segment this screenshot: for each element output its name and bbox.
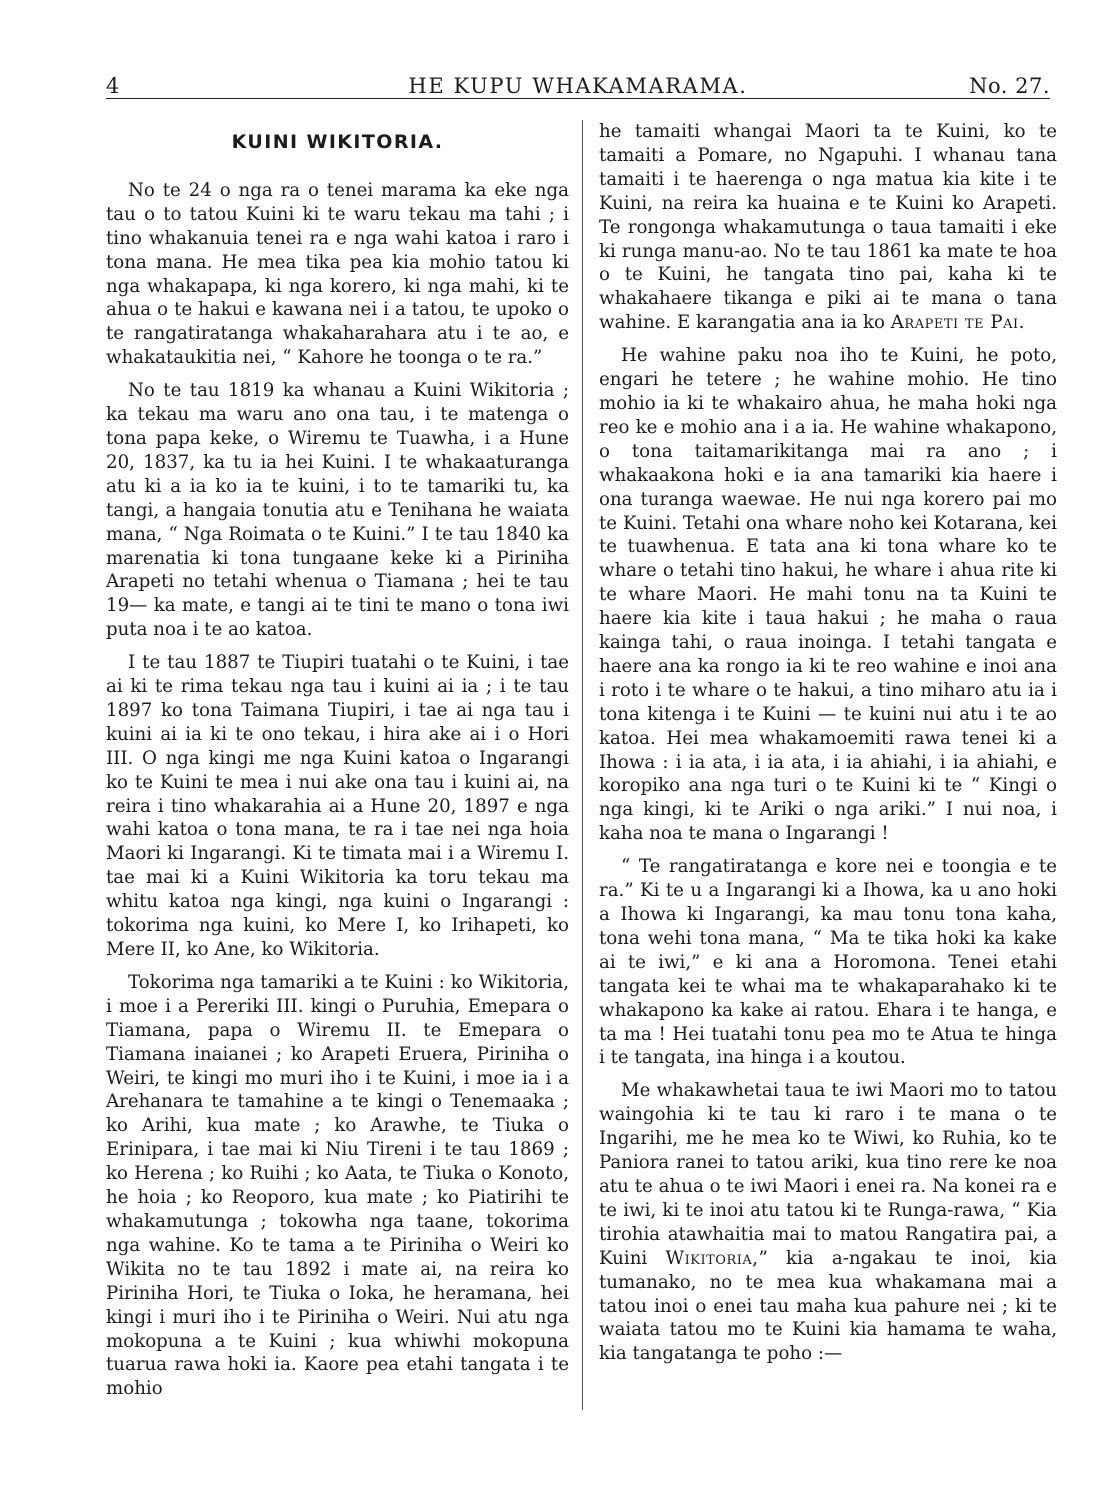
paragraph-continued	[599, 120, 1057, 335]
left-column	[106, 120, 569, 1410]
paragraph: He wahine paku noa iho te Kuini, he poto, engari he tetere ; he wahine mohio. He tino mohio ia ki te whakairo ahua, he maha hoki nga reo ke e mohio ana i a ia. He wahine whakapono, o tona taitamarikitanga mai ra ano ; i whakaakona hoki e ia ana tamariki kia haere i ona turanga waewae. He nui nga korero pai mo te Kuini. Tetahi ona whare noho kei Kotarana, kei te tuawhenua. E tata ana ki tona whare ko te whare o tetahi tino hakui, he whare i ahua rite ki te whare Maori. He mahi tonu na ta Kuini te haere kia kite i taua hakui ; he maha o raua kainga tahi, o raua inoinga. I tetahi tangata e haere ana ka rongo ia ki te reo wahine e inoi ana i roto i te whare o te hakui, a tino miharo atu ia i tona kitenga i te Kuini — te kuini nui atu i te ao katoa. Hei mea whakamoemiti rawa tenei ki a Ihowa : i ia ata, i ia ata, i ia ahiahi, i ia ahiahi, e koropiko ana nga turi o te Kuini ki te “ Kingi o nga kingi, ki te Ariki o nga ariki.” I nui noa, i kaha noa te mana o Ingarangi !	[599, 345, 1057, 845]
page-number: 4	[106, 74, 120, 98]
paragraph	[599, 1079, 1057, 1366]
paragraph: “ Te rangatiratanga e kore nei e toongia e te ra.” Ki te u a Ingarangi ki a Ihowa, ka u ano hoki a Ihowa ki Ingarangi, ka mau tonu tona kaha, tona wehi tona mana, “ Ma te tika hoki ka kake ai te iwi,” e ki ana a Horomona. Tenei etahi tangata kei te whai ma te whakaparahako ki te whakapono ka kake ai ratou. Ehara i te hanga, e ta ma ! Hei tuatahi tonu pea mo te Atua te hinga i te tangata, ina hinga i a koutou.	[599, 856, 1057, 1069]
article-title: KUINI WIKITORIA.	[231, 131, 444, 153]
paragraph: No te tau 1819 ka whanau a Kuini Wikitoria ; ka tekau ma waru ano ona tau, i te matenga o tona papa keke, o Wiremu te Tuawha, i a Hune 20, 1837, ka tu ia hei Kuini. I te whakaaturanga atu ki a ia ko ia te kuini, i to te tamariki tu, ka tangi, a hangaia tonutia atu e Tenihana he waiata mana, “ Nga Roimata o te Kuini.” I te tau 1840 ka marenatia ki tona tungaane keke ki a Piriniha Arapeti no tetahi whenua o Tiamana ; hei te tau 19— ka mate, e tangi ai te tini te mano o tona iwi puta noa i te ao katoa.	[106, 380, 569, 641]
name-small-caps: Wikitoria,	[665, 1247, 759, 1269]
column-divider	[582, 120, 583, 1410]
issue-number: No. 27.	[969, 74, 1050, 98]
name-small-caps: Arapeti te Pai.	[890, 312, 1025, 334]
paragraph-text: Me whakawhetai taua te iwi Maori mo to tatou waingohia ki te tau ki raro i te mana o te Ingarihi, me he mea ko te Wiwi, ko Ruhia, ko te Paniora ranei to tatou ariki, kua tino rere ke noa atu te ahua o te iwi Maori i enei ra. Na konei ra e te iwi, ki te inoi atu tatou ki te Runga-rawa, “ Kia tirohia atawhaitia mai to matou Rangatira pai, a Kuini	[599, 1080, 1057, 1269]
continued-text: he tamaiti whangai Maori ta te Kuini, ko te tamaiti a Pomare, no Ngapuhi. I whanau tana tamaiti i te haerenga o nga matua kia kite i te Kuini, na reira ka huaina e te Kuini ko Arapeti. Te rongonga whakamutunga o taua tamaiti i eke ki runga manu-ao. No te tau 1861 ka mate te hoa o te Kuini, he tangata tino pai, kaha ki te whakahaere tikanga e piki ai te mana o tana wahine. E karangatia ana ia ko	[599, 121, 1057, 334]
paragraph-text-end: ” kia a-ngakau te inoi, kia tumanako, no te mea kua whakamana mai a tatou inoi o enei tau maha kua pahure nei ; ki te waiata tatou mo te Kuini kia hamama te waha, kia tangatanga te poho :—	[599, 1247, 1057, 1365]
running-title: HE KUPU WHAKAMARAMA.	[408, 74, 748, 98]
right-column	[599, 120, 1057, 1375]
paragraph: Tokorima nga tamariki a te Kuini : ko Wikitoria, i moe i a Pereriki III. kingi o Puruhia, Emepara o Tiamana, papa o Wiremu II. te Emepara o Tiamana inaianei ; ko Arapeti Eruera, Piriniha o Weiri, te kingi mo muri iho i te Kuini, i moe ia i a Arehanara te tamahine a te kingi o Tenemaaka ; ko Arihi, kua mate ; ko Arawhe, te Tiuka o Erinipara, i tae mai ki Niu Tireni i te tau 1869 ; ko Herena ; ko Ruihi ; ko Aata, te Tiuka o Konoto, he hoia ; ko Reoporo, kua mate ; ko Piatirihi te whakamutunga ; tokowha nga taane, tokorima nga wahine. Ko te tama a te Piriniha o Weiri ko Wikita no te tau 1892 i mate ai, na reira ko Piriniha Hori, te Tiuka o Ioka, he heramana, hei kingi i muri iho i te Piriniha o Weiri. Nui atu nga mokopuna a te Kuini ; kua whiwhi mokopuna tuarua rawa hoki ia. Kaore pea etahi tangata i te mohio	[106, 971, 569, 1400]
paragraph: No te 24 o nga ra o tenei marama ka eke nga tau o to tatou Kuini ki te waru tekau ma tahi ; i tino whakanuia tenei ra e nga wahi katoa i raro i tona mana. He mea tika pea kia mohio tatou ki nga whakapapa, ki nga korero, ki nga mahi, ki te ahua o te hakui e kawana nei i a tatou, te upoko o te rangatiratanga whakaharahara atu i te ao, e whakataukitia nei, “ Kahore he toonga o te ra.”	[106, 179, 569, 369]
paragraph: I te tau 1887 te Tiupiri tuatahi o te Kuini, i tae ai ki te rima tekau nga tau i kuini ai ia ; i te tau 1897 ko tona Taimana Tiupiri, i tae ai nga tau i kuini ai ia ki te ono tekau, i hira ake ai i o Hori III. O nga kingi me nga Kuini katoa o Ingarangi ko te Kuini te mea i nui ake ona tau i kuini ai, na reira i tino whakarahia ai a Hune 20, 1897 e nga wahi katoa o tona mana, te ra i tae nei nga hoia Maori ki Ingarangi. Ki te timata mai i a Wiremu I. tae mai ki a Kuini Wikitoria ka toru tekau ma whitu katoa nga kingi, nga kuini o Ingarangi : tokorima nga kuini, ko Mere I, ko Irihapeti, ko Mere II, ko Ane, ko Wikitoria.	[106, 652, 569, 960]
running-header	[106, 74, 1050, 104]
header-rule	[106, 98, 1050, 99]
